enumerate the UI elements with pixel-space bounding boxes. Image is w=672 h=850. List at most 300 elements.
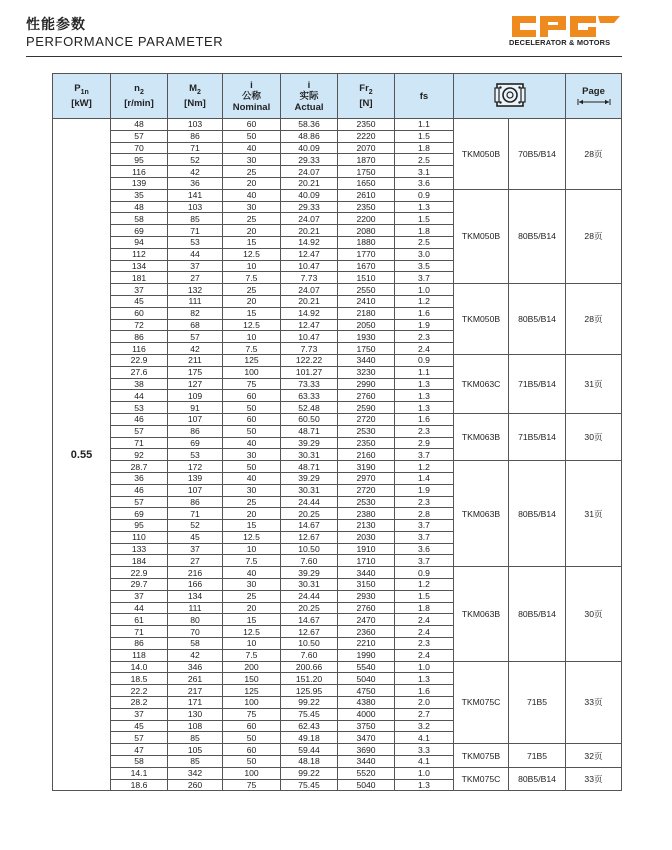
radial-load-cell: 5040 bbox=[338, 779, 395, 791]
service-factor-cell: 1.5 bbox=[395, 130, 454, 142]
radial-load-cell: 1750 bbox=[338, 343, 395, 355]
ratio-actual-cell: 39.29 bbox=[281, 472, 338, 484]
speed-cell: 139 bbox=[111, 177, 168, 189]
ratio-nominal-cell: 100 bbox=[223, 697, 281, 709]
ratio-actual-cell: 48.71 bbox=[281, 461, 338, 473]
gearbox-icon bbox=[493, 80, 527, 110]
torque-cell: 86 bbox=[168, 130, 223, 142]
service-factor-cell: 2.8 bbox=[395, 508, 454, 520]
radial-load-cell: 3150 bbox=[338, 579, 395, 591]
ratio-actual-cell: 39.29 bbox=[281, 567, 338, 579]
torque-cell: 103 bbox=[168, 201, 223, 213]
col-header-service-factor: fs bbox=[395, 74, 454, 119]
table-row bbox=[53, 744, 622, 756]
ratio-actual-cell: 30.31 bbox=[281, 449, 338, 461]
ratio-actual-cell: 10.50 bbox=[281, 543, 338, 555]
torque-cell: 141 bbox=[168, 189, 223, 201]
service-factor-cell: 1.2 bbox=[395, 295, 454, 307]
radial-load-cell: 2200 bbox=[338, 213, 395, 225]
service-factor-cell: 4.1 bbox=[395, 756, 454, 768]
table-row bbox=[53, 413, 622, 425]
speed-cell: 57 bbox=[111, 130, 168, 142]
radial-load-cell: 2410 bbox=[338, 295, 395, 307]
torque-cell: 37 bbox=[168, 543, 223, 555]
service-factor-cell: 1.4 bbox=[395, 472, 454, 484]
service-factor-cell: 1.6 bbox=[395, 685, 454, 697]
ratio-nominal-cell: 200 bbox=[223, 661, 281, 673]
torque-cell: 42 bbox=[168, 649, 223, 661]
torque-cell: 107 bbox=[168, 413, 223, 425]
model-cell: TKM050B bbox=[454, 284, 509, 355]
torque-cell: 27 bbox=[168, 555, 223, 567]
ratio-nominal-cell: 40 bbox=[223, 142, 281, 154]
radial-load-cell: 2990 bbox=[338, 378, 395, 390]
speed-cell: 48 bbox=[111, 201, 168, 213]
header-divider bbox=[26, 56, 622, 57]
speed-cell: 14.1 bbox=[111, 767, 168, 779]
ratio-actual-cell: 200.66 bbox=[281, 661, 338, 673]
radial-load-cell: 2610 bbox=[338, 189, 395, 201]
speed-cell: 53 bbox=[111, 402, 168, 414]
col-header-gearbox bbox=[454, 74, 566, 119]
torque-cell: 85 bbox=[168, 732, 223, 744]
ratio-actual-cell: 7.73 bbox=[281, 343, 338, 355]
torque-cell: 45 bbox=[168, 531, 223, 543]
service-factor-cell: 3.1 bbox=[395, 166, 454, 178]
service-factor-cell: 2.5 bbox=[395, 236, 454, 248]
service-factor-cell: 1.5 bbox=[395, 213, 454, 225]
radial-load-cell: 2720 bbox=[338, 413, 395, 425]
table-row bbox=[53, 767, 622, 779]
ratio-nominal-cell: 12.5 bbox=[223, 626, 281, 638]
flange-cell: 71B5 bbox=[509, 661, 566, 744]
service-factor-cell: 0.9 bbox=[395, 354, 454, 366]
ratio-nominal-cell: 30 bbox=[223, 484, 281, 496]
radial-load-cell: 1870 bbox=[338, 154, 395, 166]
speed-cell: 58 bbox=[111, 756, 168, 768]
ratio-actual-cell: 60.50 bbox=[281, 413, 338, 425]
radial-load-cell: 2930 bbox=[338, 590, 395, 602]
speed-cell: 118 bbox=[111, 649, 168, 661]
brand-logo-subtitle: DECELERATOR & MOTORS bbox=[509, 38, 611, 47]
table-row bbox=[53, 189, 622, 201]
speed-cell: 57 bbox=[111, 425, 168, 437]
ratio-nominal-cell: 30 bbox=[223, 154, 281, 166]
ratio-nominal-cell: 25 bbox=[223, 590, 281, 602]
service-factor-cell: 2.0 bbox=[395, 697, 454, 709]
ratio-actual-cell: 10.47 bbox=[281, 331, 338, 343]
ratio-actual-cell: 101.27 bbox=[281, 366, 338, 378]
ratio-actual-cell: 99.22 bbox=[281, 767, 338, 779]
model-cell: TKM075B bbox=[454, 744, 509, 768]
table-row bbox=[53, 284, 622, 296]
speed-cell: 35 bbox=[111, 189, 168, 201]
torque-cell: 134 bbox=[168, 590, 223, 602]
flange-cell: 71B5/B14 bbox=[509, 354, 566, 413]
ratio-nominal-cell: 10 bbox=[223, 260, 281, 272]
torque-cell: 27 bbox=[168, 272, 223, 284]
service-factor-cell: 2.4 bbox=[395, 649, 454, 661]
service-factor-cell: 4.1 bbox=[395, 732, 454, 744]
ratio-actual-cell: 24.07 bbox=[281, 166, 338, 178]
torque-cell: 53 bbox=[168, 449, 223, 461]
radial-load-cell: 1750 bbox=[338, 166, 395, 178]
ratio-nominal-cell: 40 bbox=[223, 472, 281, 484]
speed-cell: 45 bbox=[111, 295, 168, 307]
torque-cell: 107 bbox=[168, 484, 223, 496]
torque-cell: 175 bbox=[168, 366, 223, 378]
speed-cell: 69 bbox=[111, 225, 168, 237]
torque-cell: 91 bbox=[168, 402, 223, 414]
page-title-cn: 性能参数 bbox=[26, 16, 86, 32]
ratio-nominal-cell: 50 bbox=[223, 461, 281, 473]
page-ref-cell: 30页 bbox=[566, 567, 622, 661]
torque-cell: 261 bbox=[168, 673, 223, 685]
ratio-actual-cell: 48.18 bbox=[281, 756, 338, 768]
col-header-ratio-nominal: i 公称 Nominal bbox=[223, 74, 281, 119]
service-factor-cell: 1.3 bbox=[395, 378, 454, 390]
ratio-actual-cell: 73.33 bbox=[281, 378, 338, 390]
radial-load-cell: 3440 bbox=[338, 756, 395, 768]
torque-cell: 86 bbox=[168, 496, 223, 508]
service-factor-cell: 1.0 bbox=[395, 661, 454, 673]
power-cell: 0.55 bbox=[53, 119, 111, 791]
ratio-actual-cell: 75.45 bbox=[281, 779, 338, 791]
service-factor-cell: 2.4 bbox=[395, 343, 454, 355]
radial-load-cell: 2530 bbox=[338, 425, 395, 437]
radial-load-cell: 2350 bbox=[338, 119, 395, 131]
speed-cell: 28.7 bbox=[111, 461, 168, 473]
speed-cell: 44 bbox=[111, 390, 168, 402]
speed-cell: 44 bbox=[111, 602, 168, 614]
ratio-nominal-cell: 75 bbox=[223, 378, 281, 390]
service-factor-cell: 1.1 bbox=[395, 366, 454, 378]
torque-cell: 216 bbox=[168, 567, 223, 579]
torque-cell: 82 bbox=[168, 307, 223, 319]
radial-load-cell: 3440 bbox=[338, 567, 395, 579]
torque-cell: 105 bbox=[168, 744, 223, 756]
ratio-nominal-cell: 15 bbox=[223, 307, 281, 319]
ratio-nominal-cell: 50 bbox=[223, 732, 281, 744]
ratio-nominal-cell: 40 bbox=[223, 189, 281, 201]
ratio-actual-cell: 20.25 bbox=[281, 602, 338, 614]
ratio-nominal-cell: 50 bbox=[223, 756, 281, 768]
ratio-nominal-cell: 20 bbox=[223, 508, 281, 520]
torque-cell: 42 bbox=[168, 343, 223, 355]
ratio-nominal-cell: 50 bbox=[223, 130, 281, 142]
ratio-nominal-cell: 7.5 bbox=[223, 272, 281, 284]
torque-cell: 211 bbox=[168, 354, 223, 366]
ratio-nominal-cell: 15 bbox=[223, 614, 281, 626]
ratio-nominal-cell: 12.5 bbox=[223, 319, 281, 331]
ratio-actual-cell: 99.22 bbox=[281, 697, 338, 709]
ratio-actual-cell: 24.07 bbox=[281, 284, 338, 296]
radial-load-cell: 2760 bbox=[338, 602, 395, 614]
speed-cell: 112 bbox=[111, 248, 168, 260]
service-factor-cell: 2.4 bbox=[395, 614, 454, 626]
torque-cell: 36 bbox=[168, 177, 223, 189]
torque-cell: 53 bbox=[168, 236, 223, 248]
ratio-actual-cell: 12.67 bbox=[281, 531, 338, 543]
service-factor-cell: 1.3 bbox=[395, 673, 454, 685]
ratio-nominal-cell: 25 bbox=[223, 166, 281, 178]
speed-cell: 95 bbox=[111, 154, 168, 166]
page-title-en: PERFORMANCE PARAMETER bbox=[26, 34, 224, 49]
ratio-actual-cell: 29.33 bbox=[281, 154, 338, 166]
radial-load-cell: 2220 bbox=[338, 130, 395, 142]
torque-cell: 42 bbox=[168, 166, 223, 178]
ratio-actual-cell: 59.44 bbox=[281, 744, 338, 756]
speed-cell: 28.2 bbox=[111, 697, 168, 709]
col-header-ratio-actual: i 实际 Actual bbox=[281, 74, 338, 119]
ratio-nominal-cell: 25 bbox=[223, 284, 281, 296]
ratio-actual-cell: 7.73 bbox=[281, 272, 338, 284]
service-factor-cell: 3.7 bbox=[395, 272, 454, 284]
speed-cell: 18.5 bbox=[111, 673, 168, 685]
ratio-actual-cell: 10.50 bbox=[281, 638, 338, 650]
service-factor-cell: 3.3 bbox=[395, 744, 454, 756]
torque-cell: 109 bbox=[168, 390, 223, 402]
ratio-nominal-cell: 60 bbox=[223, 744, 281, 756]
radial-load-cell: 1880 bbox=[338, 236, 395, 248]
col-header-power: $P_{1n}$ [kW] bbox=[53, 74, 111, 119]
service-factor-cell: 1.3 bbox=[395, 402, 454, 414]
ratio-actual-cell: 52.48 bbox=[281, 402, 338, 414]
radial-load-cell: 3190 bbox=[338, 461, 395, 473]
service-factor-cell: 3.5 bbox=[395, 260, 454, 272]
ratio-actual-cell: 12.47 bbox=[281, 248, 338, 260]
page-ref-cell: 31页 bbox=[566, 354, 622, 413]
service-factor-cell: 3.7 bbox=[395, 520, 454, 532]
radial-load-cell: 2530 bbox=[338, 496, 395, 508]
torque-cell: 346 bbox=[168, 661, 223, 673]
torque-cell: 342 bbox=[168, 767, 223, 779]
service-factor-cell: 3.0 bbox=[395, 248, 454, 260]
table-row bbox=[53, 461, 622, 473]
speed-cell: 27.6 bbox=[111, 366, 168, 378]
radial-load-cell: 2080 bbox=[338, 225, 395, 237]
ratio-nominal-cell: 30 bbox=[223, 201, 281, 213]
ratio-actual-cell: 58.36 bbox=[281, 119, 338, 131]
speed-cell: 72 bbox=[111, 319, 168, 331]
radial-load-cell: 2590 bbox=[338, 402, 395, 414]
ratio-actual-cell: 48.71 bbox=[281, 425, 338, 437]
radial-load-cell: 1930 bbox=[338, 331, 395, 343]
torque-cell: 139 bbox=[168, 472, 223, 484]
ratio-actual-cell: 12.47 bbox=[281, 319, 338, 331]
torque-cell: 44 bbox=[168, 248, 223, 260]
ratio-nominal-cell: 12.5 bbox=[223, 531, 281, 543]
ratio-actual-cell: 122.22 bbox=[281, 354, 338, 366]
service-factor-cell: 1.0 bbox=[395, 284, 454, 296]
page-ref-cell: 32页 bbox=[566, 744, 622, 768]
speed-cell: 22.9 bbox=[111, 354, 168, 366]
model-cell: TKM063B bbox=[454, 567, 509, 661]
ratio-actual-cell: 62.43 bbox=[281, 720, 338, 732]
service-factor-cell: 1.9 bbox=[395, 319, 454, 331]
ratio-nominal-cell: 60 bbox=[223, 390, 281, 402]
torque-cell: 166 bbox=[168, 579, 223, 591]
ratio-actual-cell: 39.29 bbox=[281, 437, 338, 449]
model-cell: TKM075C bbox=[454, 767, 509, 791]
page-ref-cell: 31页 bbox=[566, 461, 622, 567]
model-cell: TKM063B bbox=[454, 413, 509, 460]
ratio-nominal-cell: 75 bbox=[223, 779, 281, 791]
service-factor-cell: 2.3 bbox=[395, 496, 454, 508]
speed-cell: 69 bbox=[111, 508, 168, 520]
ratio-actual-cell: 24.44 bbox=[281, 590, 338, 602]
ratio-nominal-cell: 10 bbox=[223, 331, 281, 343]
radial-load-cell: 3230 bbox=[338, 366, 395, 378]
ratio-actual-cell: 7.60 bbox=[281, 649, 338, 661]
radial-load-cell: 2350 bbox=[338, 437, 395, 449]
speed-cell: 134 bbox=[111, 260, 168, 272]
ratio-nominal-cell: 50 bbox=[223, 402, 281, 414]
radial-load-cell: 5520 bbox=[338, 767, 395, 779]
radial-load-cell: 2070 bbox=[338, 142, 395, 154]
speed-cell: 70 bbox=[111, 142, 168, 154]
radial-load-cell: 5540 bbox=[338, 661, 395, 673]
torque-cell: 127 bbox=[168, 378, 223, 390]
ratio-nominal-cell: 40 bbox=[223, 567, 281, 579]
radial-load-cell: 1670 bbox=[338, 260, 395, 272]
ratio-nominal-cell: 30 bbox=[223, 449, 281, 461]
col-header-radial-load: $Fr_2$ [N] bbox=[338, 74, 395, 119]
ratio-nominal-cell: 50 bbox=[223, 425, 281, 437]
service-factor-cell: 1.3 bbox=[395, 201, 454, 213]
service-factor-cell: 1.5 bbox=[395, 590, 454, 602]
torque-cell: 130 bbox=[168, 708, 223, 720]
speed-cell: 38 bbox=[111, 378, 168, 390]
service-factor-cell: 2.4 bbox=[395, 626, 454, 638]
speed-cell: 37 bbox=[111, 708, 168, 720]
table-row bbox=[53, 567, 622, 579]
service-factor-cell: 1.6 bbox=[395, 307, 454, 319]
ratio-actual-cell: 30.31 bbox=[281, 579, 338, 591]
flange-cell: 71B5 bbox=[509, 744, 566, 768]
torque-cell: 71 bbox=[168, 508, 223, 520]
ratio-actual-cell: 7.60 bbox=[281, 555, 338, 567]
ratio-nominal-cell: 15 bbox=[223, 520, 281, 532]
service-factor-cell: 1.9 bbox=[395, 484, 454, 496]
ratio-nominal-cell: 30 bbox=[223, 579, 281, 591]
ratio-actual-cell: 151.20 bbox=[281, 673, 338, 685]
ratio-nominal-cell: 20 bbox=[223, 225, 281, 237]
radial-load-cell: 2760 bbox=[338, 390, 395, 402]
radial-load-cell: 2050 bbox=[338, 319, 395, 331]
ratio-actual-cell: 14.67 bbox=[281, 614, 338, 626]
ratio-actual-cell: 125.95 bbox=[281, 685, 338, 697]
ratio-actual-cell: 20.21 bbox=[281, 177, 338, 189]
ratio-actual-cell: 63.33 bbox=[281, 390, 338, 402]
speed-cell: 58 bbox=[111, 213, 168, 225]
service-factor-cell: 1.6 bbox=[395, 413, 454, 425]
speed-cell: 184 bbox=[111, 555, 168, 567]
ratio-actual-cell: 48.86 bbox=[281, 130, 338, 142]
radial-load-cell: 4380 bbox=[338, 697, 395, 709]
service-factor-cell: 3.6 bbox=[395, 543, 454, 555]
torque-cell: 57 bbox=[168, 331, 223, 343]
radial-load-cell: 1710 bbox=[338, 555, 395, 567]
ratio-actual-cell: 49.18 bbox=[281, 732, 338, 744]
service-factor-cell: 0.9 bbox=[395, 189, 454, 201]
table-row bbox=[53, 354, 622, 366]
speed-cell: 57 bbox=[111, 496, 168, 508]
table-row bbox=[53, 119, 622, 131]
torque-cell: 70 bbox=[168, 626, 223, 638]
page-ref-cell: 28页 bbox=[566, 189, 622, 283]
radial-load-cell: 3690 bbox=[338, 744, 395, 756]
ratio-nominal-cell: 12.5 bbox=[223, 248, 281, 260]
torque-cell: 71 bbox=[168, 225, 223, 237]
torque-cell: 52 bbox=[168, 154, 223, 166]
ratio-actual-cell: 14.92 bbox=[281, 307, 338, 319]
table-body bbox=[53, 119, 622, 791]
ratio-actual-cell: 24.07 bbox=[281, 213, 338, 225]
radial-load-cell: 2720 bbox=[338, 484, 395, 496]
speed-cell: 46 bbox=[111, 413, 168, 425]
service-factor-cell: 0.9 bbox=[395, 567, 454, 579]
ratio-nominal-cell: 10 bbox=[223, 543, 281, 555]
radial-load-cell: 2030 bbox=[338, 531, 395, 543]
speed-cell: 133 bbox=[111, 543, 168, 555]
speed-cell: 71 bbox=[111, 626, 168, 638]
service-factor-cell: 3.7 bbox=[395, 531, 454, 543]
service-factor-cell: 2.5 bbox=[395, 154, 454, 166]
ratio-nominal-cell: 10 bbox=[223, 638, 281, 650]
speed-cell: 36 bbox=[111, 472, 168, 484]
radial-load-cell: 4750 bbox=[338, 685, 395, 697]
ratio-nominal-cell: 75 bbox=[223, 708, 281, 720]
torque-cell: 217 bbox=[168, 685, 223, 697]
radial-load-cell: 1770 bbox=[338, 248, 395, 260]
speed-cell: 22.2 bbox=[111, 685, 168, 697]
flange-cell: 70B5/B14 bbox=[509, 119, 566, 190]
radial-load-cell: 1650 bbox=[338, 177, 395, 189]
service-factor-cell: 3.6 bbox=[395, 177, 454, 189]
service-factor-cell: 2.3 bbox=[395, 425, 454, 437]
speed-cell: 47 bbox=[111, 744, 168, 756]
radial-load-cell: 2470 bbox=[338, 614, 395, 626]
radial-load-cell: 1910 bbox=[338, 543, 395, 555]
speed-cell: 116 bbox=[111, 343, 168, 355]
torque-cell: 132 bbox=[168, 284, 223, 296]
torque-cell: 85 bbox=[168, 213, 223, 225]
radial-load-cell: 2550 bbox=[338, 284, 395, 296]
service-factor-cell: 1.0 bbox=[395, 767, 454, 779]
ratio-nominal-cell: 125 bbox=[223, 354, 281, 366]
col-header-output-torque: $M_2$ [Nm] bbox=[168, 74, 223, 119]
service-factor-cell: 2.9 bbox=[395, 437, 454, 449]
speed-cell: 86 bbox=[111, 331, 168, 343]
ratio-nominal-cell: 100 bbox=[223, 366, 281, 378]
speed-cell: 61 bbox=[111, 614, 168, 626]
service-factor-cell: 3.7 bbox=[395, 449, 454, 461]
service-factor-cell: 3.2 bbox=[395, 720, 454, 732]
service-factor-cell: 1.2 bbox=[395, 579, 454, 591]
radial-load-cell: 3440 bbox=[338, 354, 395, 366]
ratio-actual-cell: 14.92 bbox=[281, 236, 338, 248]
speed-cell: 22.9 bbox=[111, 567, 168, 579]
model-cell: TKM050B bbox=[454, 189, 509, 283]
ratio-nominal-cell: 7.5 bbox=[223, 649, 281, 661]
speed-cell: 18.6 bbox=[111, 779, 168, 791]
page-ref-cell: 30页 bbox=[566, 413, 622, 460]
service-factor-cell: 2.3 bbox=[395, 638, 454, 650]
speed-cell: 71 bbox=[111, 437, 168, 449]
speed-cell: 29.7 bbox=[111, 579, 168, 591]
flange-cell: 80B5/B14 bbox=[509, 567, 566, 661]
